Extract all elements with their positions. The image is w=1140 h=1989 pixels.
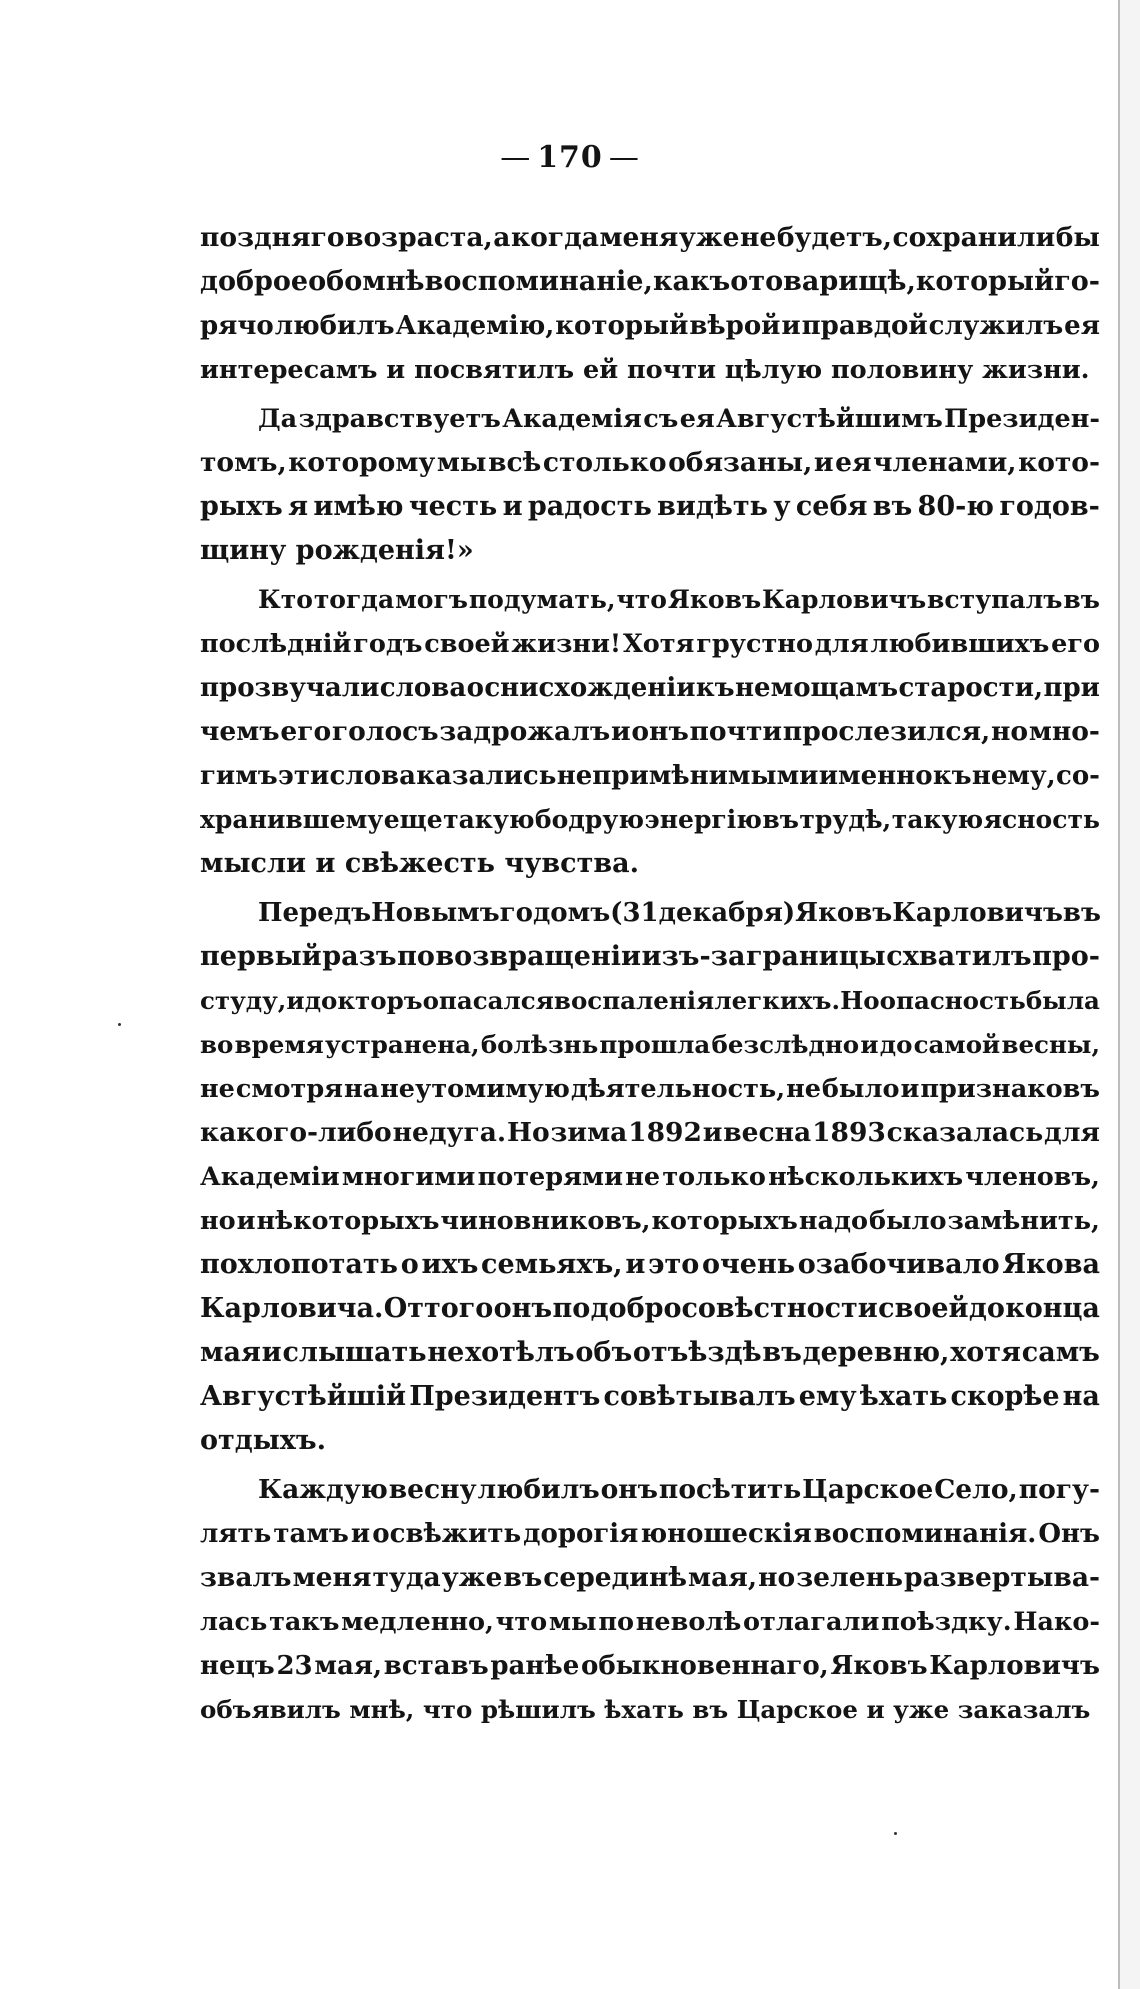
text-line: студу, и докторъ опасался воспаленія легкихъ. Но опасность была — [200, 986, 1100, 1015]
paragraph — [200, 397, 1100, 573]
text-line: рыхъ я имѣю честь и радость видѣть у себя въ 80-ю годов- — [200, 491, 1100, 522]
text-line: Передъ Новымъ годомъ (31 декабря) Яковъ Карловичъ въ — [258, 898, 1101, 928]
text-line: томъ, которому мы всѣ столько обязаны, и ея членами, кото- — [200, 447, 1100, 478]
text-line: доброе обо мнѣ воспоминаніе, какъ о товарищѣ, который го- — [200, 266, 1100, 297]
text-line: какого-либо недуга. Но зима 1892 и весна 1893 сказалась для — [200, 1117, 1100, 1148]
text-line: щину рожденія!» — [200, 535, 474, 566]
text-line: поздняго возраста, а когда меня уже не будетъ, сохранили бы — [200, 222, 1100, 253]
print-speck — [118, 1023, 121, 1026]
text-line: мая и слышать не хотѣлъ объ отъѣздѣ въ деревню, хотя самъ — [200, 1337, 1100, 1368]
page-number-header — [0, 140, 1140, 175]
text-line: Августѣйшій Президентъ совѣтывалъ ему ѣхать скорѣе на — [200, 1381, 1100, 1412]
text-line: рячо любилъ Академію, который вѣрой и правдой служилъ ея — [200, 311, 1100, 341]
paragraph — [200, 216, 1100, 392]
text-line: отдыхъ. — [200, 1425, 327, 1456]
paragraph — [200, 578, 1100, 886]
text-line: хранившему еще такую бодрую энергію въ трудѣ, такую ясность — [200, 805, 1100, 834]
text-line: гимъ эти слова казались непримѣнимыми именно къ нему, со- — [200, 761, 1100, 791]
text-line: первый разъ по возвращеніи изъ-за границы схватилъ про- — [200, 941, 1100, 972]
print-speck — [894, 1832, 897, 1835]
text-line: звалъ меня туда уже въ серединѣ мая, но зелень развертыва- — [200, 1562, 1100, 1593]
page-edge-shadow — [1120, 0, 1140, 1989]
text-line: Карловича. Оттого онъ по добросовѣстности своей до конца — [200, 1293, 1100, 1324]
text-line: Да здравствуетъ Академія съ ея Августѣйшимъ Президен- — [258, 404, 1100, 434]
text-line: лять тамъ и освѣжить дорогія юношескія воспоминанія. Онъ — [200, 1519, 1100, 1549]
text-line: во время устранена, болѣзнь прошла безслѣдно и до самой весны, — [200, 1030, 1100, 1059]
text-line: интересамъ и посвятилъ ей почти цѣлую половину жизни. — [200, 355, 1090, 385]
page-edge-line — [1118, 0, 1120, 1989]
text-line: Академіи многими потерями не только нѣсколькихъ членовъ, — [200, 1162, 1100, 1192]
text-line: не смотря на неутомимую дѣятельность, не было и признаковъ — [200, 1074, 1100, 1104]
text-line: чемъ его голосъ задрожалъ и онъ почти прослезился, но мно- — [200, 716, 1100, 747]
text-line: но и нѣкоторыхъ чиновниковъ, которыхъ надо было замѣнить, — [200, 1206, 1100, 1236]
text-line: лась такъ медленно, что мы по неволѣ отлагали поѣздку. Нако- — [200, 1607, 1100, 1637]
page-number: 170 — [537, 140, 603, 175]
text-line: прозвучали слова о снисхожденіи къ немощамъ старости, при — [200, 673, 1100, 703]
text-line: похлопотать о ихъ семьяхъ, и это очень озабочивало Якова — [200, 1249, 1100, 1280]
text-line: мысли и свѣжесть чувства. — [200, 848, 640, 879]
body-text — [200, 216, 1100, 1737]
text-line: нецъ 23 мая, вставъ ранѣе обыкновеннаго, Яковъ Карловичъ — [200, 1651, 1100, 1681]
text-line: Кто тогда могъ подумать, что Яковъ Карловичъ вступалъ въ — [258, 585, 1100, 614]
text-line: Каждую весну любилъ онъ посѣтить Царское Село, погу- — [258, 1474, 1100, 1505]
paragraph — [200, 1468, 1100, 1732]
page-number-dash-right: — — [608, 140, 640, 175]
text-line: послѣдній годъ своей жизни! Хотя грустно для любившихъ его — [200, 629, 1100, 659]
paragraph — [200, 891, 1100, 1463]
text-line: объявилъ мнѣ, что рѣшилъ ѣхать въ Царское и уже заказалъ — [200, 1695, 1091, 1724]
page-number-dash-left: — — [500, 140, 532, 175]
